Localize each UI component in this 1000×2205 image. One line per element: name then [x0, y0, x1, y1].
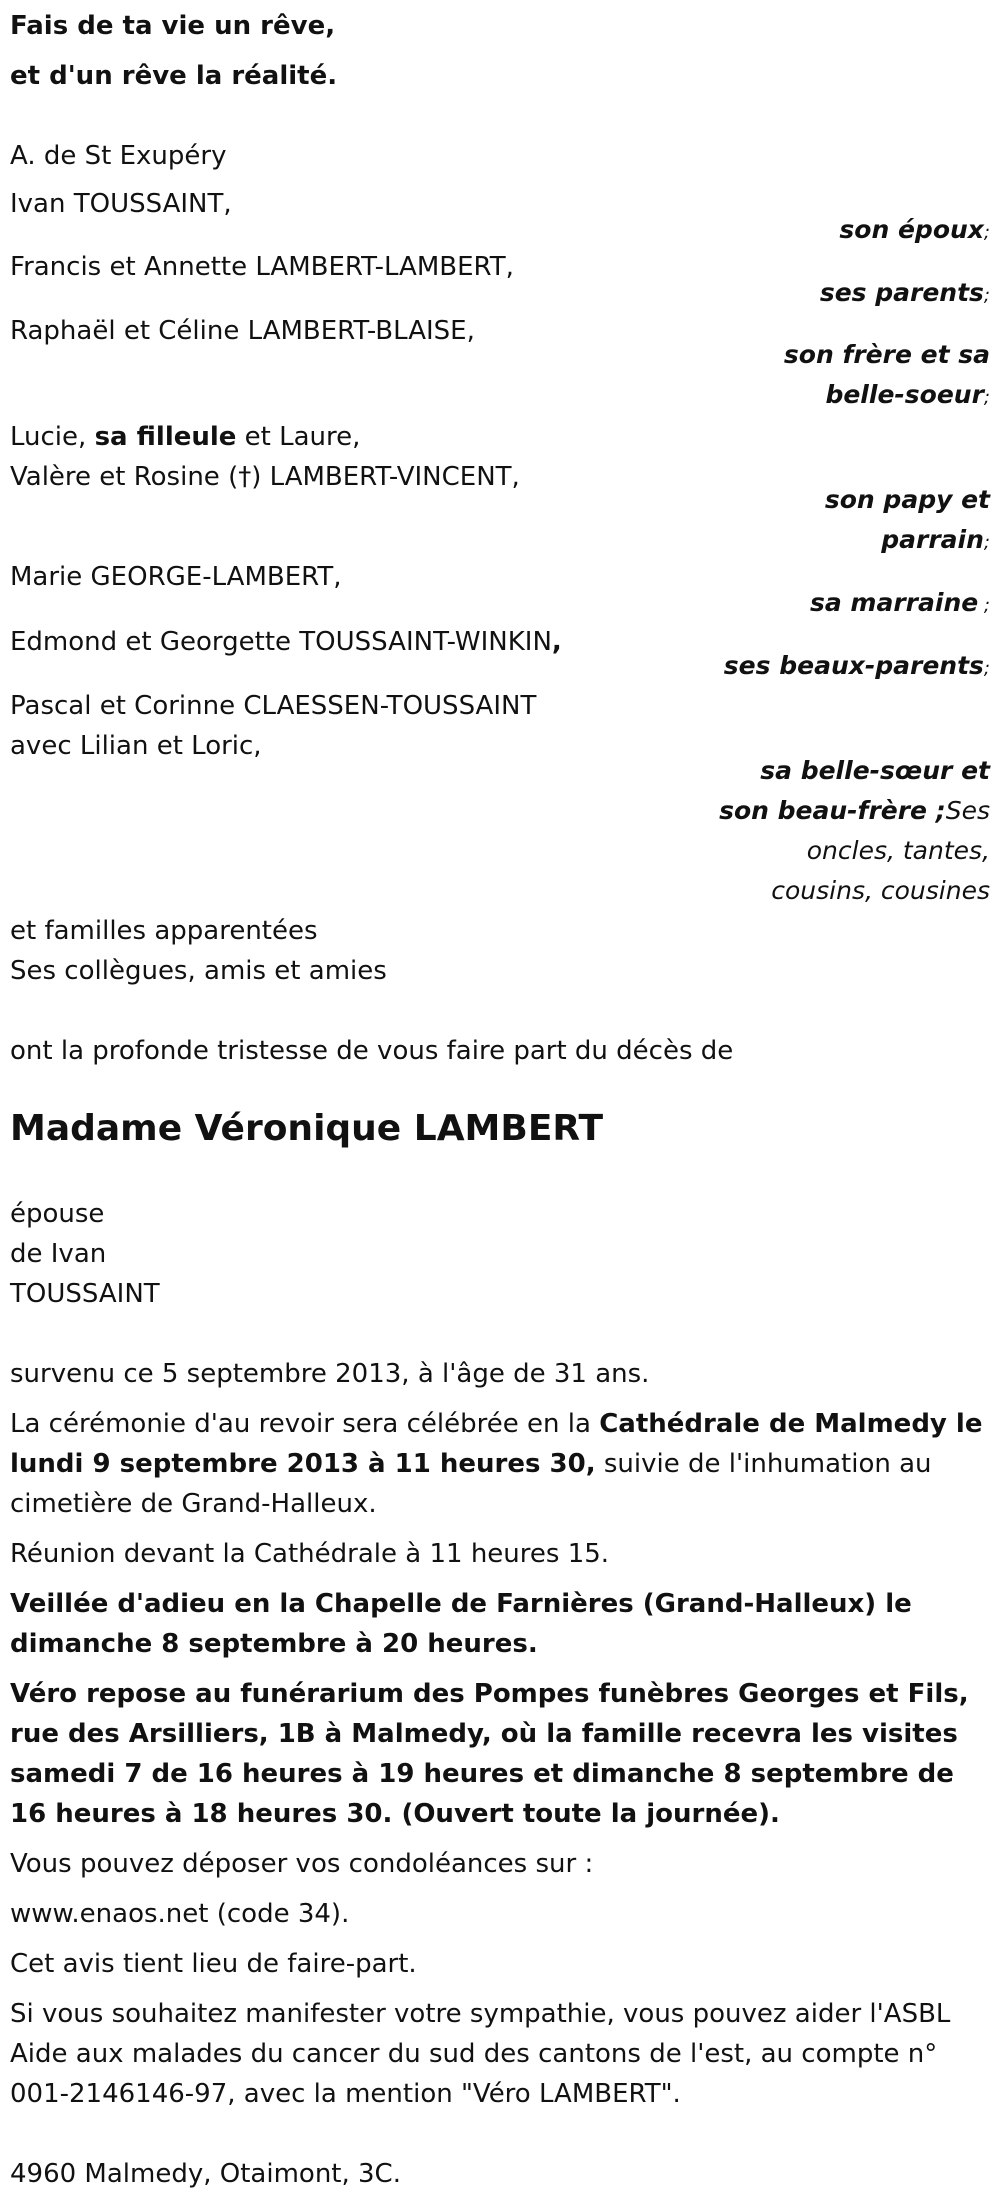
family-name-godmother: Marie GEORGE-LAMBERT,	[10, 562, 342, 592]
relation-brother-line1: son frère et sa	[783, 340, 990, 369]
deceased-name: Madame Véronique LAMBERT	[10, 1108, 604, 1149]
quote-line-2: et d'un rêve la réalité.	[10, 61, 338, 91]
quote-author: A. de St Exupéry	[10, 141, 227, 171]
family-name-in-laws: Edmond et Georgette TOUSSAINT-WINKIN,	[10, 627, 562, 657]
family-name-sister-in-law-line1: Pascal et Corinne CLAESSEN-TOUSSAINT	[10, 691, 537, 721]
family-name-brother: Raphaël et Céline LAMBERT-BLAISE,	[10, 316, 475, 346]
vigil-info: Veillée d'adieu en la Chapelle de Farnières (Grand-Halleux) le dimanche 8 septembre à 20 heures.	[10, 1589, 912, 1659]
relation-parents: ses parents;	[819, 278, 990, 307]
relation-brother-line2: belle-soeur;	[825, 380, 990, 409]
family-name-parents: Francis et Annette LAMBERT-LAMBERT,	[10, 252, 514, 282]
ceremony-info: La cérémonie d'au revoir sera célébrée en la Cathédrale de Malmedy le lundi 9 septembre 2013 à 11 heures 30, suivie de l'inhumation au cimetière de Grand-Halleux.	[10, 1409, 983, 1519]
family-name-goddaughter: Lucie, sa filleule et Laure,	[10, 422, 361, 452]
funeral-home-info: Véro repose au funérarium des Pompes funèbres Georges et Fils, rue des Arsilliers, 1B à Malmedy, où la famille recevra les visites samedi 7 de 16 heures à 19 heures et dimanche 8 septembre de 16 heures à 18 heures 30. (Ouvert toute la journée).	[10, 1679, 969, 1829]
relation-extended-line2: cousins, cousines	[771, 876, 990, 905]
spouse-line-1: épouse	[10, 1199, 105, 1229]
others-colleagues: Ses collègues, amis et amies	[10, 956, 387, 986]
family-name-sister-in-law-line2: avec Lilian et Loric,	[10, 731, 262, 761]
announcement: ont la profonde tristesse de vous faire part du décès de	[10, 1036, 734, 1066]
relation-grandfather-line2: parrain;	[881, 525, 990, 554]
condolences-label: Vous pouvez déposer vos condoléances sur :	[10, 1849, 594, 1879]
relation-grandfather-line1: son papy et	[824, 485, 990, 514]
address: 4960 Malmedy, Otaimont, 3C.	[10, 2159, 401, 2189]
death-date: survenu ce 5 septembre 2013, à l'âge de 31 ans.	[10, 1359, 650, 1389]
quote-line-1: Fais de ta vie un rêve,	[10, 11, 336, 41]
donation-info: Si vous souhaitez manifester votre sympathie, vous pouvez aider l'ASBL Aide aux malades du cancer du sud des cantons de l'est, au compte n° 001-2146146-97, avec la mention "Véro LAMBERT".	[10, 1999, 951, 2109]
spouse-line-2: de Ivan	[10, 1239, 107, 1269]
family-name-grandfather: Valère et Rosine (†) LAMBERT-VINCENT,	[10, 462, 520, 492]
relation-sister-in-law-line2: son beau-frère ;Ses	[719, 796, 990, 825]
relation-godmother: sa marraine ;	[809, 588, 990, 617]
family-name-spouse: Ivan TOUSSAINT,	[10, 189, 232, 219]
spouse-line-3: TOUSSAINT	[10, 1279, 160, 1309]
relation-sister-in-law-line1: sa belle-sœur et	[760, 756, 990, 785]
condolences-link[interactable]: www.enaos.net (code 34).	[10, 1899, 350, 1929]
relation-in-laws: ses beaux-parents;	[723, 651, 990, 680]
relation-extended-line1: oncles, tantes,	[806, 836, 990, 865]
relation-spouse: son époux;	[839, 215, 990, 244]
others-families: et familles apparentées	[10, 916, 318, 946]
meeting-info: Réunion devant la Cathédrale à 11 heures 15.	[10, 1539, 610, 1569]
notice-text: Cet avis tient lieu de faire-part.	[10, 1949, 417, 1979]
